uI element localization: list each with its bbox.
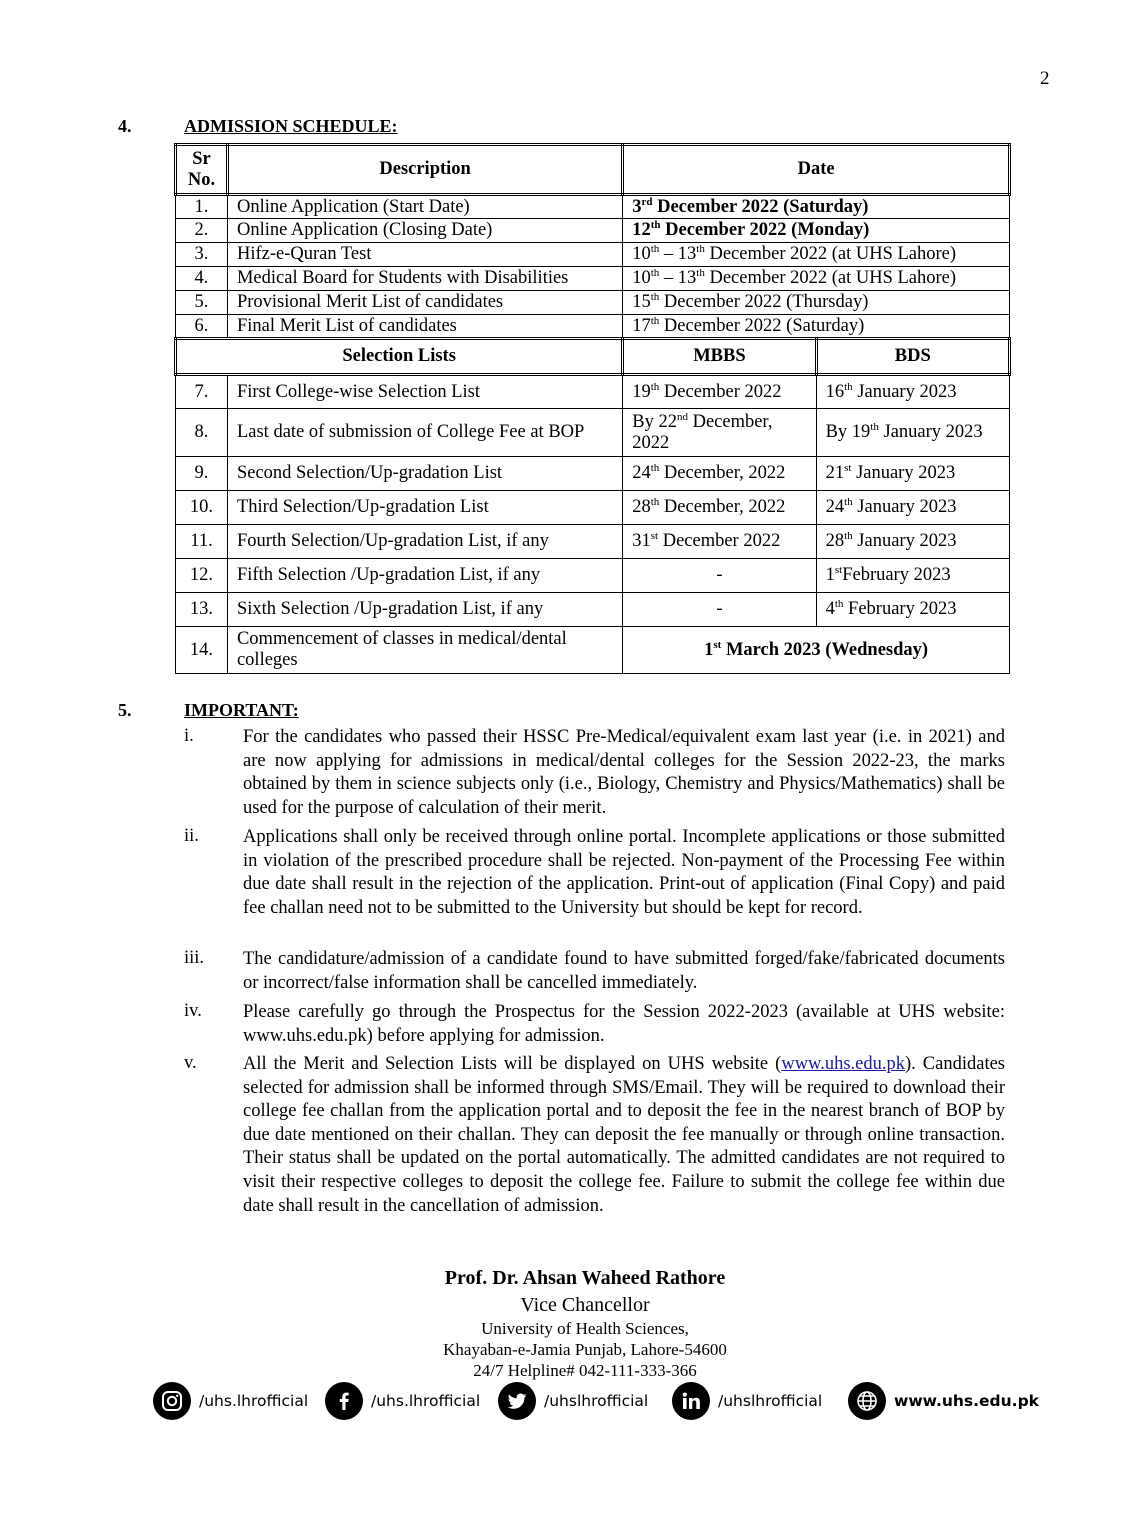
social-website[interactable]	[848, 1381, 1039, 1421]
row-sr: 11.	[176, 525, 228, 559]
social-handle: /uhslhrofficial	[544, 1392, 649, 1410]
admission-schedule-table	[174, 143, 1011, 674]
header-selection-lists: Selection Lists	[176, 339, 623, 375]
row-date: 17th December 2022 (Saturday)	[623, 315, 1010, 339]
row-description: Fourth Selection/Up-gradation List, if any	[227, 525, 622, 559]
facebook-icon	[325, 1382, 363, 1420]
helpline: 24/7 Helpline# 042-111-333-366	[473, 1361, 697, 1380]
signatory-title: Vice Chancellor	[520, 1294, 650, 1316]
organization: University of Health Sciences,	[481, 1319, 689, 1338]
social-handle: www.uhs.edu.pk	[894, 1392, 1039, 1410]
table-row	[176, 315, 1010, 339]
row-description: Last date of submission of College Fee at BOP	[227, 409, 622, 457]
section-number: 4.	[118, 116, 132, 136]
important-item: The candidature/admission of a candidate found to have submitted forged/fake/fabricated documents or incorrect/false information shall be cancelled immediately.	[243, 949, 1005, 993]
row-mbbs-date: 19th December 2022	[623, 375, 816, 409]
row-sr: 10.	[176, 491, 228, 525]
row-mbbs-date: By 22nd December, 2022	[623, 409, 816, 457]
row-sr: 13.	[176, 593, 228, 627]
twitter-icon	[498, 1382, 536, 1420]
row-description: Fifth Selection /Up-gradation List, if any	[227, 559, 622, 593]
row-description: Medical Board for Students with Disabilities	[227, 267, 622, 291]
table-row	[176, 195, 1010, 219]
important-item: All the Merit and Selection Lists will be displayed on UHS website (www.uhs.edu.pk). Candidates selected for admission shall be informed through SMS/Email. They will be required to download their college fee challan from the application portal and to deposit the fee in the nearest branch of BOP by due date mentioned on their challan. They can deposit the fee manually or through online transaction. Their status shall be updated on the portal automatically. The admitted candidates are not required to visit their respective colleges to deposit the college fee. Failure to submit the college fee within due date shall result in the cancellation of admission.	[243, 1054, 1005, 1216]
header-mbbs: MBBS	[623, 339, 816, 375]
row-sr: 2.	[176, 219, 228, 243]
row-bds-date: 4th February 2023	[816, 593, 1009, 627]
header-bds: BDS	[816, 339, 1009, 375]
table-header-row	[176, 145, 1010, 195]
item-number: ii.	[184, 826, 199, 846]
row-sr: 14.	[176, 627, 228, 674]
table-row	[176, 627, 1010, 674]
row-date: 15th December 2022 (Thursday)	[623, 291, 1010, 315]
row-sr: 5.	[176, 291, 228, 315]
globe-icon	[848, 1382, 886, 1420]
row-mbbs-date: 24th December, 2022	[623, 457, 816, 491]
row-description: Hifz-e-Quran Test	[227, 243, 622, 267]
table-row	[176, 243, 1010, 267]
row-sr: 4.	[176, 267, 228, 291]
social-handle: /uhs.lhrofficial	[371, 1392, 481, 1410]
section-number: 5.	[118, 700, 132, 720]
row-description: Provisional Merit List of candidates	[227, 291, 622, 315]
section-heading: ADMISSION SCHEDULE:	[184, 116, 398, 136]
row-date: 10th – 13th December 2022 (at UHS Lahore)	[623, 267, 1010, 291]
social-linkedin[interactable]	[672, 1381, 822, 1421]
table-row	[176, 267, 1010, 291]
row-bds-date: 24th January 2023	[816, 491, 1009, 525]
row-sr: 12.	[176, 559, 228, 593]
row-bds-date: 28th January 2023	[816, 525, 1009, 559]
social-links	[150, 1381, 1039, 1421]
table-row	[176, 375, 1010, 409]
row-date: 3rd December 2022 (Saturday)	[623, 195, 1010, 219]
address: Khayaban-e-Jamia Punjab, Lahore-54600	[443, 1340, 727, 1359]
row-description: Sixth Selection /Up-gradation List, if any	[227, 593, 622, 627]
row-mbbs-date: 28th December, 2022	[623, 491, 816, 525]
item-number: iv.	[184, 1001, 202, 1021]
row-sr: 6.	[176, 315, 228, 339]
linkedin-icon	[672, 1382, 710, 1420]
row-description: Third Selection/Up-gradation List	[227, 491, 622, 525]
row-description: Online Application (Closing Date)	[227, 219, 622, 243]
row-description: Second Selection/Up-gradation List	[227, 457, 622, 491]
page-number: 2	[1040, 68, 1050, 89]
item-number: i.	[184, 726, 194, 746]
social-instagram[interactable]	[153, 1381, 308, 1421]
row-mbbs-date: -	[623, 593, 816, 627]
row-sr: 9.	[176, 457, 228, 491]
row-mbbs-date: -	[623, 559, 816, 593]
important-item: Please carefully go through the Prospectus for the Session 2022-2023 (available at UHS website: www.uhs.edu.pk) before applying for admission.	[243, 1002, 1005, 1046]
row-mbbs-date: 31st December 2022	[623, 525, 816, 559]
signatory-name: Prof. Dr. Ahsan Waheed Rathore	[444, 1267, 726, 1289]
row-sr: 7.	[176, 375, 228, 409]
social-facebook[interactable]	[325, 1381, 480, 1421]
row-date: 10th – 13th December 2022 (at UHS Lahore)	[623, 243, 1010, 267]
table-row	[176, 219, 1010, 243]
item-number: iii.	[184, 948, 205, 968]
header-sr: Sr No.	[176, 145, 228, 195]
table-row	[176, 291, 1010, 315]
table-row	[176, 593, 1010, 627]
row-bds-date: By 19th January 2023	[816, 409, 1009, 457]
instagram-icon	[153, 1382, 191, 1420]
selection-header-row	[176, 339, 1010, 375]
row-date: 12th December 2022 (Monday)	[623, 219, 1010, 243]
row-description: Commencement of classes in medical/dental colleges	[227, 627, 622, 674]
section-heading: IMPORTANT:	[184, 700, 299, 720]
table-row	[176, 559, 1010, 593]
social-handle: /uhslhrofficial	[718, 1392, 823, 1410]
website-link[interactable]: www.uhs.edu.pk	[781, 1054, 905, 1074]
row-bds-date: 1stFebruary 2023	[816, 559, 1009, 593]
row-description: Final Merit List of candidates	[227, 315, 622, 339]
important-item: Applications shall only be received through online portal. Incomplete applications or those submitted in violation of the prescribed procedure shall be rejected. Non-payment of the Processing Fee within due date shall result in the rejection of the application. Print-out of application (Final Copy) and paid fee challan need not to be submitted to the University but should be kept for record.	[243, 827, 1005, 918]
item-number: v.	[184, 1053, 197, 1073]
social-handle: /uhs.lhrofficial	[199, 1392, 309, 1410]
social-twitter[interactable]	[498, 1381, 648, 1421]
table-row	[176, 525, 1010, 559]
table-row	[176, 491, 1010, 525]
table-row	[176, 457, 1010, 491]
row-description: First College-wise Selection List	[227, 375, 622, 409]
row-bds-date: 16th January 2023	[816, 375, 1009, 409]
header-date: Date	[623, 145, 1010, 195]
row-bds-date: 21st January 2023	[816, 457, 1009, 491]
row-sr: 8.	[176, 409, 228, 457]
row-date: 1st March 2023 (Wednesday)	[623, 627, 1010, 674]
important-item: For the candidates who passed their HSSC Pre-Medical/equivalent exam last year (i.e. in 2021) and are now applying for admissions in medical/dental colleges for the Session 2022-23, the marks obtained by them in science subjects only (i.e., Biology, Chemistry and Physics/Mathematics) shall be used for the purpose of calculation of their merit.	[243, 727, 1005, 818]
row-sr: 1.	[176, 195, 228, 219]
row-description: Online Application (Start Date)	[227, 195, 622, 219]
row-sr: 3.	[176, 243, 228, 267]
table-row	[176, 409, 1010, 457]
header-description: Description	[227, 145, 622, 195]
